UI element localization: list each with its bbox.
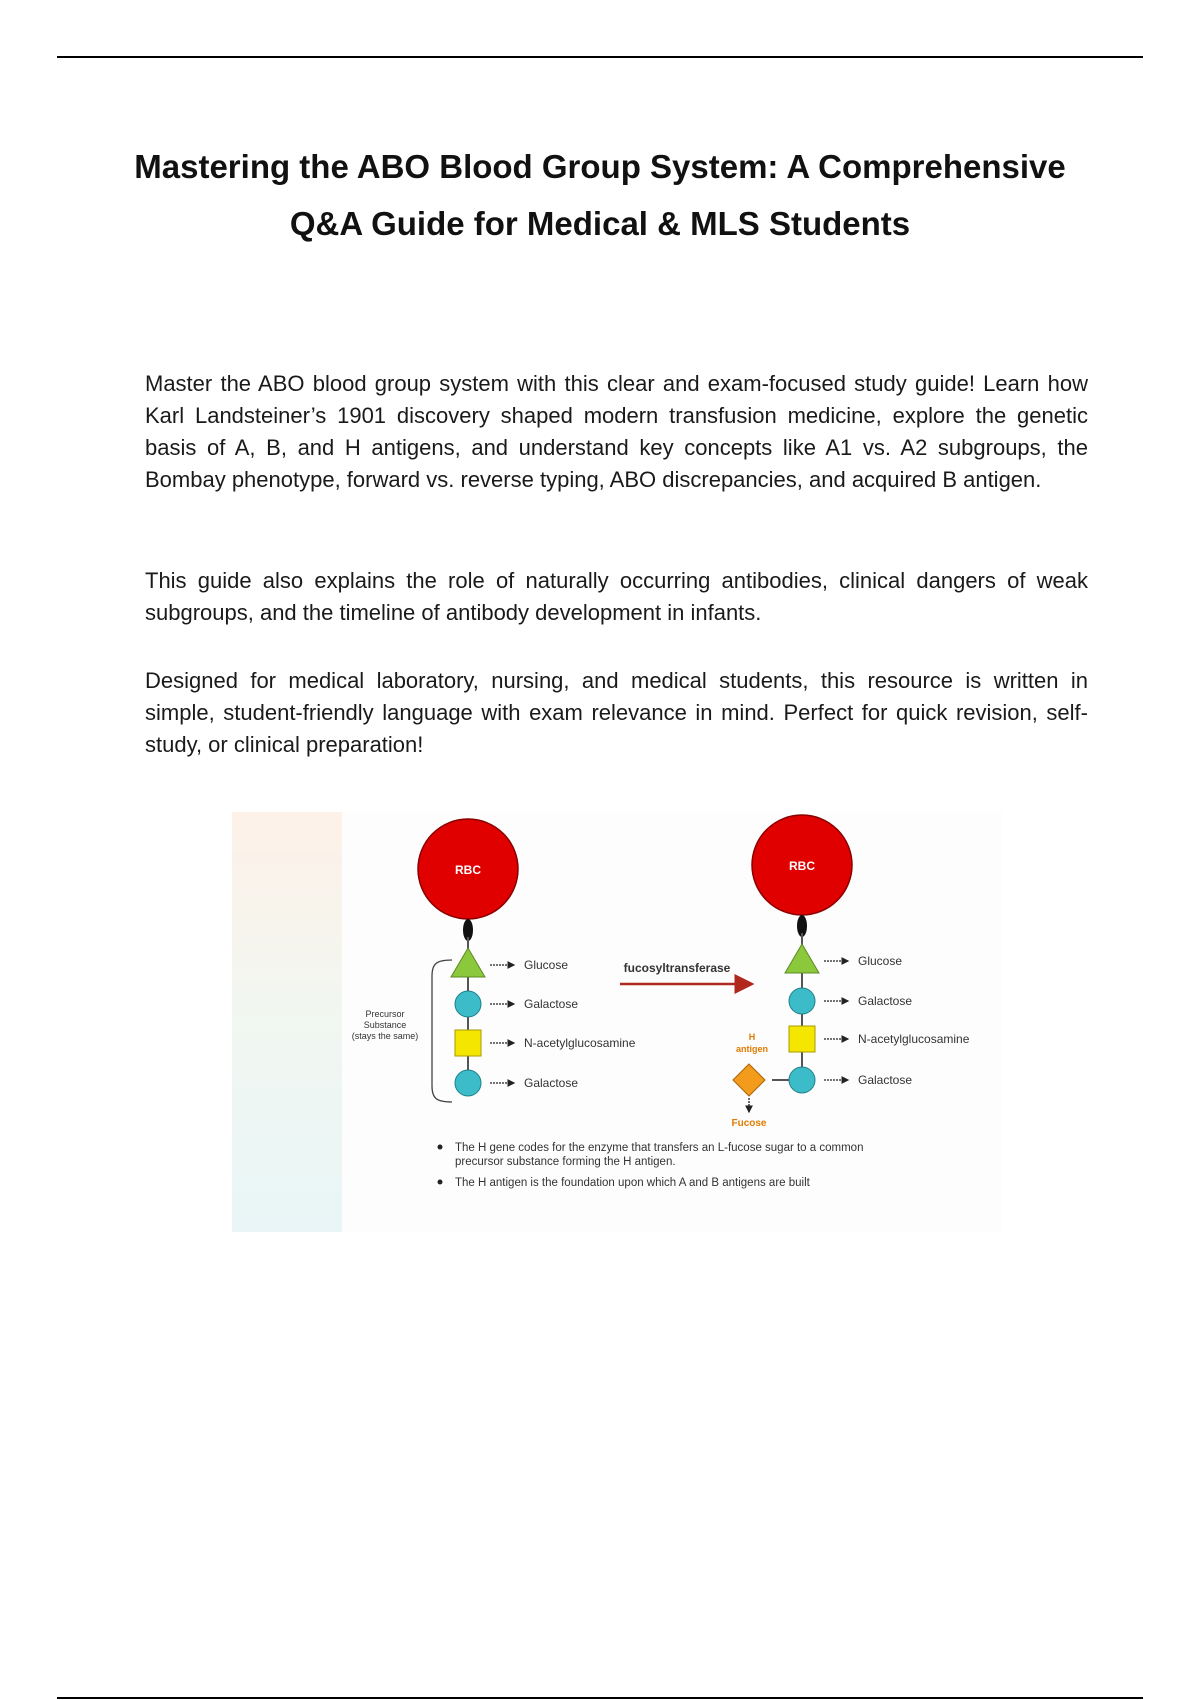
left-rbc-label: RBC	[455, 863, 481, 877]
left-galactose-circle-2	[455, 1070, 481, 1096]
h-antigen-label-line-1: H	[748, 1032, 756, 1042]
left-label-galactose-2: Galactose	[524, 1076, 579, 1090]
figure-side-band	[232, 812, 342, 1232]
note-2: The H antigen is the foundation upon which A and B antigens are built	[455, 1177, 810, 1189]
right-label-nag: N-acetylglucosamine	[858, 1032, 970, 1046]
bracket-label-line-2: Substance	[363, 1020, 407, 1030]
right-label-glucose: Glucose	[858, 954, 903, 968]
document-title	[100, 138, 1100, 252]
left-label-glucose: Glucose	[524, 958, 569, 972]
left-label-nag: N-acetylglucosamine	[524, 1036, 636, 1050]
enzyme-label: fucosyltransferase	[623, 961, 731, 975]
right-galactose-circle-2	[789, 1067, 815, 1093]
note-1-line-1: The H gene codes for the enzyme that transfers an L-fucose sugar to a common	[455, 1142, 864, 1154]
bracket-label-line-3: (stays the same)	[351, 1031, 419, 1041]
title-line-2: Q&A Guide for Medical & MLS Students	[289, 205, 911, 242]
title-line-1: Mastering the ABO Blood Group System: A Comprehensive	[134, 148, 1066, 185]
h-antigen-diagram	[232, 812, 1002, 1232]
left-nag-square	[455, 1030, 481, 1056]
left-label-galactose-1: Galactose	[524, 997, 579, 1011]
bottom-rule	[57, 1697, 1143, 1699]
h-antigen-label-line-2: antigen	[735, 1044, 769, 1054]
audience-paragraph: Designed for medical laboratory, nursing, and medical students, this resource is written in simple, student-friendly language with exam relevance in mind. Perfect for quick revision, self-study, or clinical preparation!	[145, 668, 1088, 757]
right-label-galactose-2: Galactose	[858, 1073, 913, 1087]
note-bullet-2	[438, 1180, 443, 1185]
bracket-label-line-1: Precursor	[365, 1009, 405, 1019]
top-rule	[57, 56, 1143, 58]
note-bullet-1	[438, 1145, 443, 1150]
figure-background	[232, 812, 1002, 1232]
note-1-line-2: precursor substance forming the H antigen.	[455, 1156, 676, 1168]
right-nag-square	[789, 1026, 815, 1052]
fucose-label: Fucose	[731, 1118, 767, 1129]
left-galactose-circle-1	[455, 991, 481, 1017]
right-galactose-circle-1	[789, 988, 815, 1014]
antibodies-paragraph: This guide also explains the role of naturally occurring antibodies, clinical dangers of weak subgroups, and the timeline of antibody development in infants.	[145, 568, 1088, 625]
right-label-galactose-1: Galactose	[858, 994, 913, 1008]
intro-paragraph: Master the ABO blood group system with this clear and exam-focused study guide! Learn how Karl Landsteiner’s 1901 discovery shaped modern transfusion medicine, explore the genetic basis of A, B, and H antigens, and understand key concepts like A1 vs. A2 subgroups, the Bombay phenotype, forward vs. reverse typing, ABO discrepancies, and acquired B antigen.	[145, 371, 1088, 492]
right-rbc-label: RBC	[789, 859, 815, 873]
